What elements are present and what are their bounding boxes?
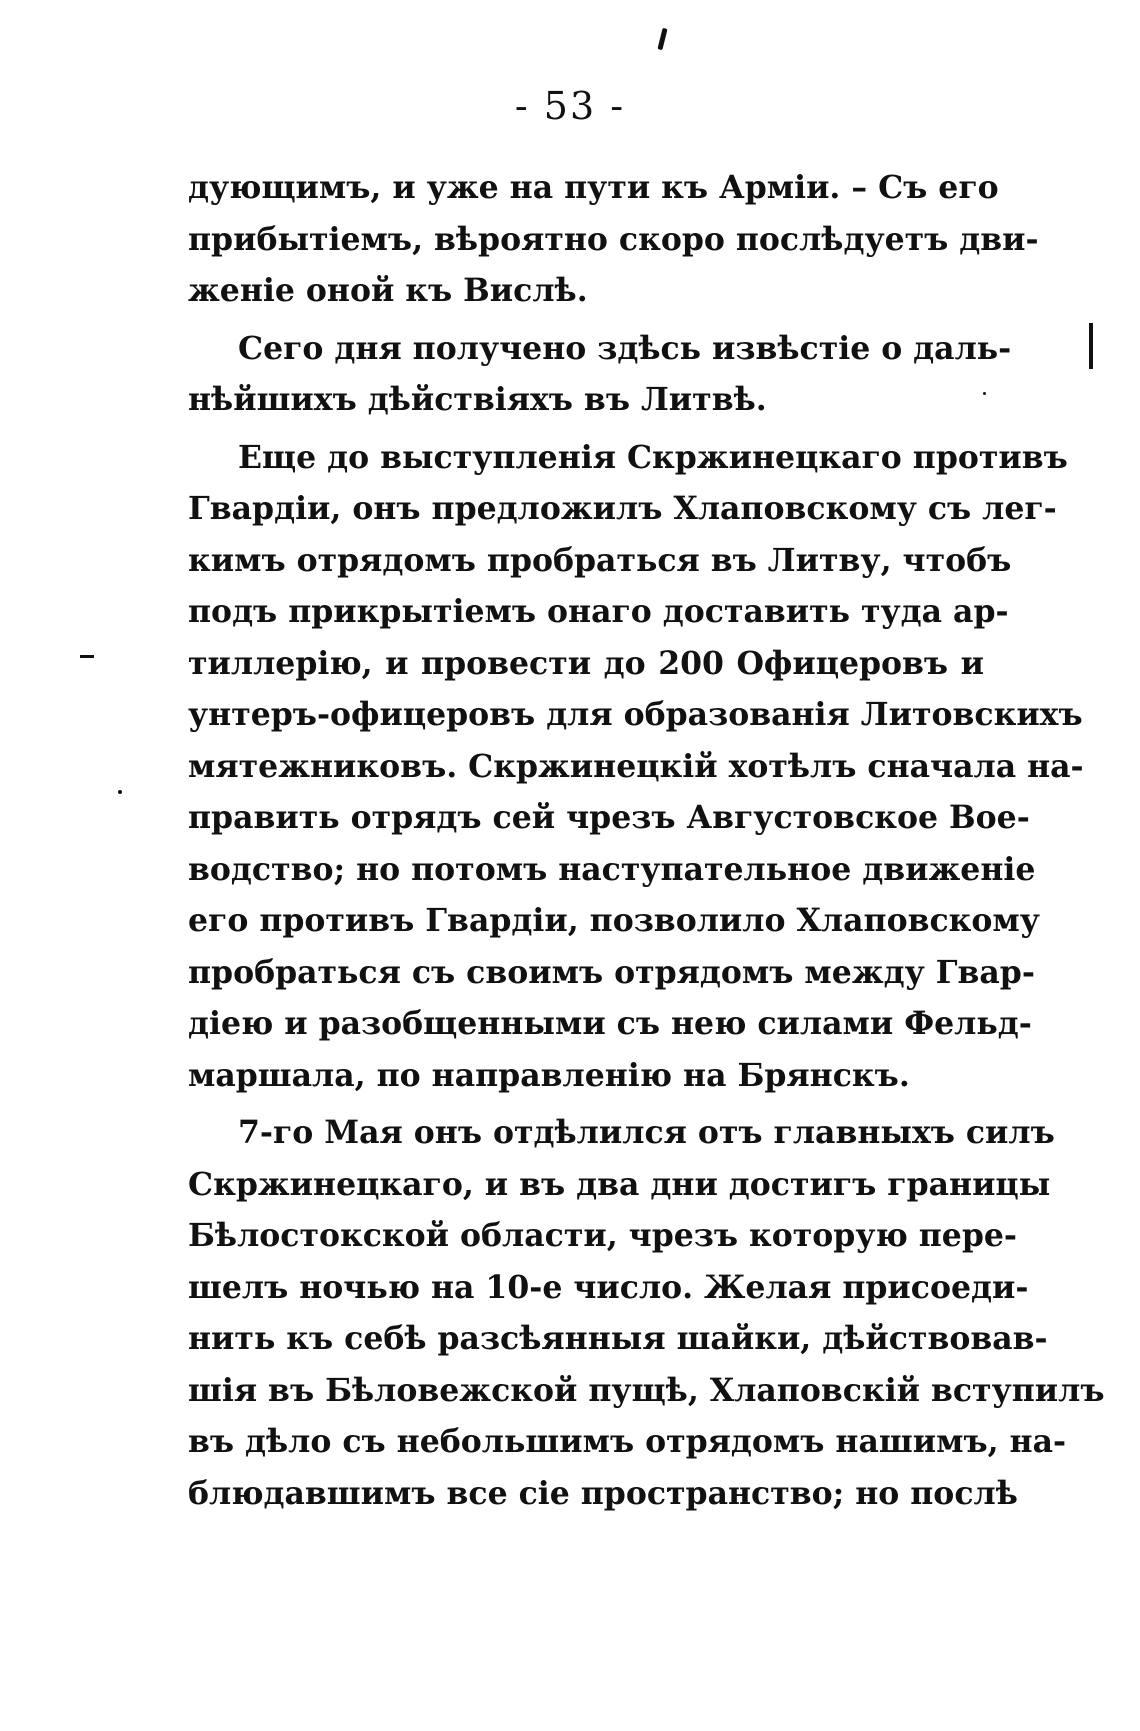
margin-mark-dot	[118, 790, 122, 794]
text-line: его противъ Гвардіи, позволило Хлаповскому	[188, 902, 1040, 939]
text-line: кимъ отрядомъ пробраться въ Литву, чтобъ	[188, 541, 1012, 579]
text-line: Сего дня получено здѣсь извѣстіе о даль-	[238, 329, 1012, 367]
text-line: пробраться съ своимъ отрядомъ между Гвар-	[188, 953, 1035, 991]
margin-mark-bar	[1089, 323, 1093, 369]
text-line: въ дѣло съ небольшимъ отрядомъ нашимъ, на-	[188, 1423, 1067, 1460]
text-line: діею и разобщенными съ нею силами Фельд-	[188, 1005, 1032, 1042]
text-line: прибытіемъ, вѣроятно скоро послѣдуетъ дви-	[188, 220, 1039, 258]
text-line: 7-го Мая онъ отдѣлился отъ главныхъ силъ	[238, 1114, 1055, 1151]
page-number: - 53 -	[514, 84, 626, 128]
text-line: нить къ себѣ разсѣянныя шайки, дѣйствовав-	[188, 1320, 1048, 1357]
text-line: маршала, по направленію на Брянскъ.	[188, 1056, 910, 1094]
text-line: дующимъ, и уже на пути къ Арміи. – Съ его	[188, 169, 999, 206]
text-line: блюдавшимъ все сіе пространство; но послѣ	[188, 1474, 1018, 1512]
paragraph	[188, 162, 1039, 317]
text-line: шелъ ночью на 10-е число. Желая присоеди-	[188, 1268, 1029, 1306]
text-line: править отрядъ сей чрезъ Августовское Вое-	[188, 799, 1030, 836]
text-line: женіе оной къ Вислѣ.	[188, 272, 588, 309]
text-line: мятежниковъ. Скржинецкій хотѣлъ сначала на-	[188, 747, 1084, 785]
text-line: Еще до выступленія Скржинецкаго противъ	[238, 438, 1068, 476]
text-line: подъ прикрытіемъ онаго доставить туда ар-	[188, 593, 1009, 630]
paragraph	[188, 323, 1012, 426]
text-line: Скржинецкаго, и въ два дни достигъ границы	[188, 1165, 1051, 1203]
text-line: унтеръ-офицеровъ для образованія Литовскихъ	[188, 696, 1083, 733]
body-text	[188, 162, 1105, 1519]
text-line: тиллерію, и провести до 200 Офицеровъ и	[188, 644, 984, 682]
paragraph	[188, 432, 1084, 1102]
text-line: Гвардіи, онъ предложилъ Хлаповскому съ лег-	[188, 490, 1057, 527]
text-line: нѣйшихъ дѣйствіяхъ въ Литвѣ.	[188, 381, 767, 418]
paragraph	[188, 1107, 1105, 1519]
ink-blot	[657, 28, 667, 51]
margin-mark-dash	[80, 655, 94, 658]
text-line: водство; но потомъ наступательное движеніе	[188, 850, 1036, 888]
text-line: Бѣлостокской области, чрезъ которую пере-	[188, 1217, 1017, 1254]
text-line: шія въ Бѣловежской пущѣ, Хлаповскій вступилъ	[188, 1371, 1105, 1409]
